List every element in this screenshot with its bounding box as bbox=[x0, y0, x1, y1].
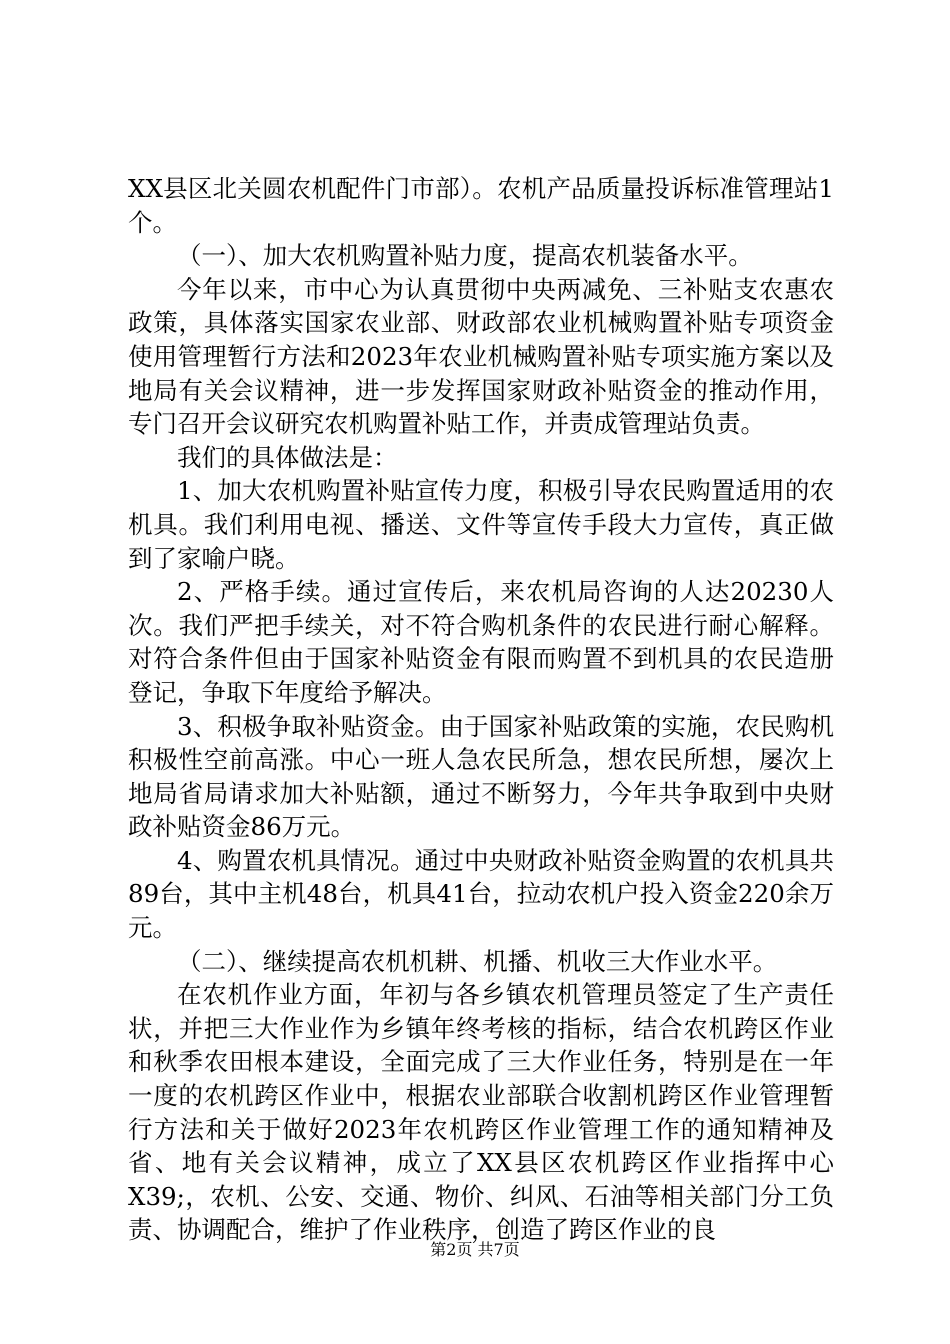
paragraph-operations: 在农机作业方面，年初与各乡镇农机管理员签定了生产责任状，并把三大作业作为乡镇年终考核的指标，结合农机跨区作业和秋季农田根本建设，全面完成了三大作业任务，特别是在一年一度的农机跨区作业中，根据农业部联合收割机跨区作业管理暂行方法和关于做好2023年农机跨区作业管理工作的通知精神及省、地有关会议精神，成立了XX县区农机跨区作业指挥中心X39;，农机、公安、交通、物价、纠风、石油等相关部门分工负责、协调配合，维护了作业秩序，创造了跨区作业的良 bbox=[128, 980, 834, 1245]
paragraph-item-3: 3、积极争取补贴资金。由于国家补贴政策的实施，农民购机积极性空前高涨。中心一班人急农民所急，想农民所想，屡次上地局省局请求加大补贴额，通过不断努力，今年共争取到中央财政补贴资金86万元。 bbox=[128, 711, 834, 842]
section-heading-2: （二）、继续提高农机机耕、机播、机收三大作业水平。 bbox=[177, 946, 778, 976]
paragraph-methods-lead: 我们的具体做法是： bbox=[177, 442, 398, 472]
paragraph-intro: 今年以来，市中心为认真贯彻中央两减免、三补贴支农惠农政策，具体落实国家农业部、财政部农业机械购置补贴专项资金使用管理暂行方法和2023年农业机械购置补贴专项实施方案以及地局有关会议精神，进一步发挥国家财政补贴资金的推动作用，专门召开会议研究农机购置补贴工作，并责成管理站负责。 bbox=[128, 274, 834, 439]
document-body bbox=[128, 172, 834, 1247]
paragraph-item-1: 1、加大农机购置补贴宣传力度，积极引导农民购置适用的农机具。我们利用电视、播送、文件等宣传手段大力宣传，真正做到了家喻户晓。 bbox=[128, 476, 834, 573]
paragraph-continuation: XX县区北关圆农机配件门市部）。农机产品质量投诉标准管理站1个。 bbox=[128, 174, 834, 237]
page-footer: 第2页 共7页 bbox=[430, 1240, 520, 1259]
paragraph-item-2: 2、严格手续。通过宣传后，来农机局咨询的人达20230人次。我们严把手续关，对不符合购机条件的农民进行耐心解释。对符合条件但由于国家补贴资金有限而购置不到机具的农民造册登记，争取下年度给予解决。 bbox=[128, 577, 834, 707]
section-heading-1: （一）、加大农机购置补贴力度，提高农机装备水平。 bbox=[177, 241, 753, 271]
paragraph-item-4: 4、购置农机具情况。通过中央财政补贴资金购置的农机具共89台，其中主机48台，机具41台，拉动农机户投入资金220余万元。 bbox=[128, 845, 834, 943]
